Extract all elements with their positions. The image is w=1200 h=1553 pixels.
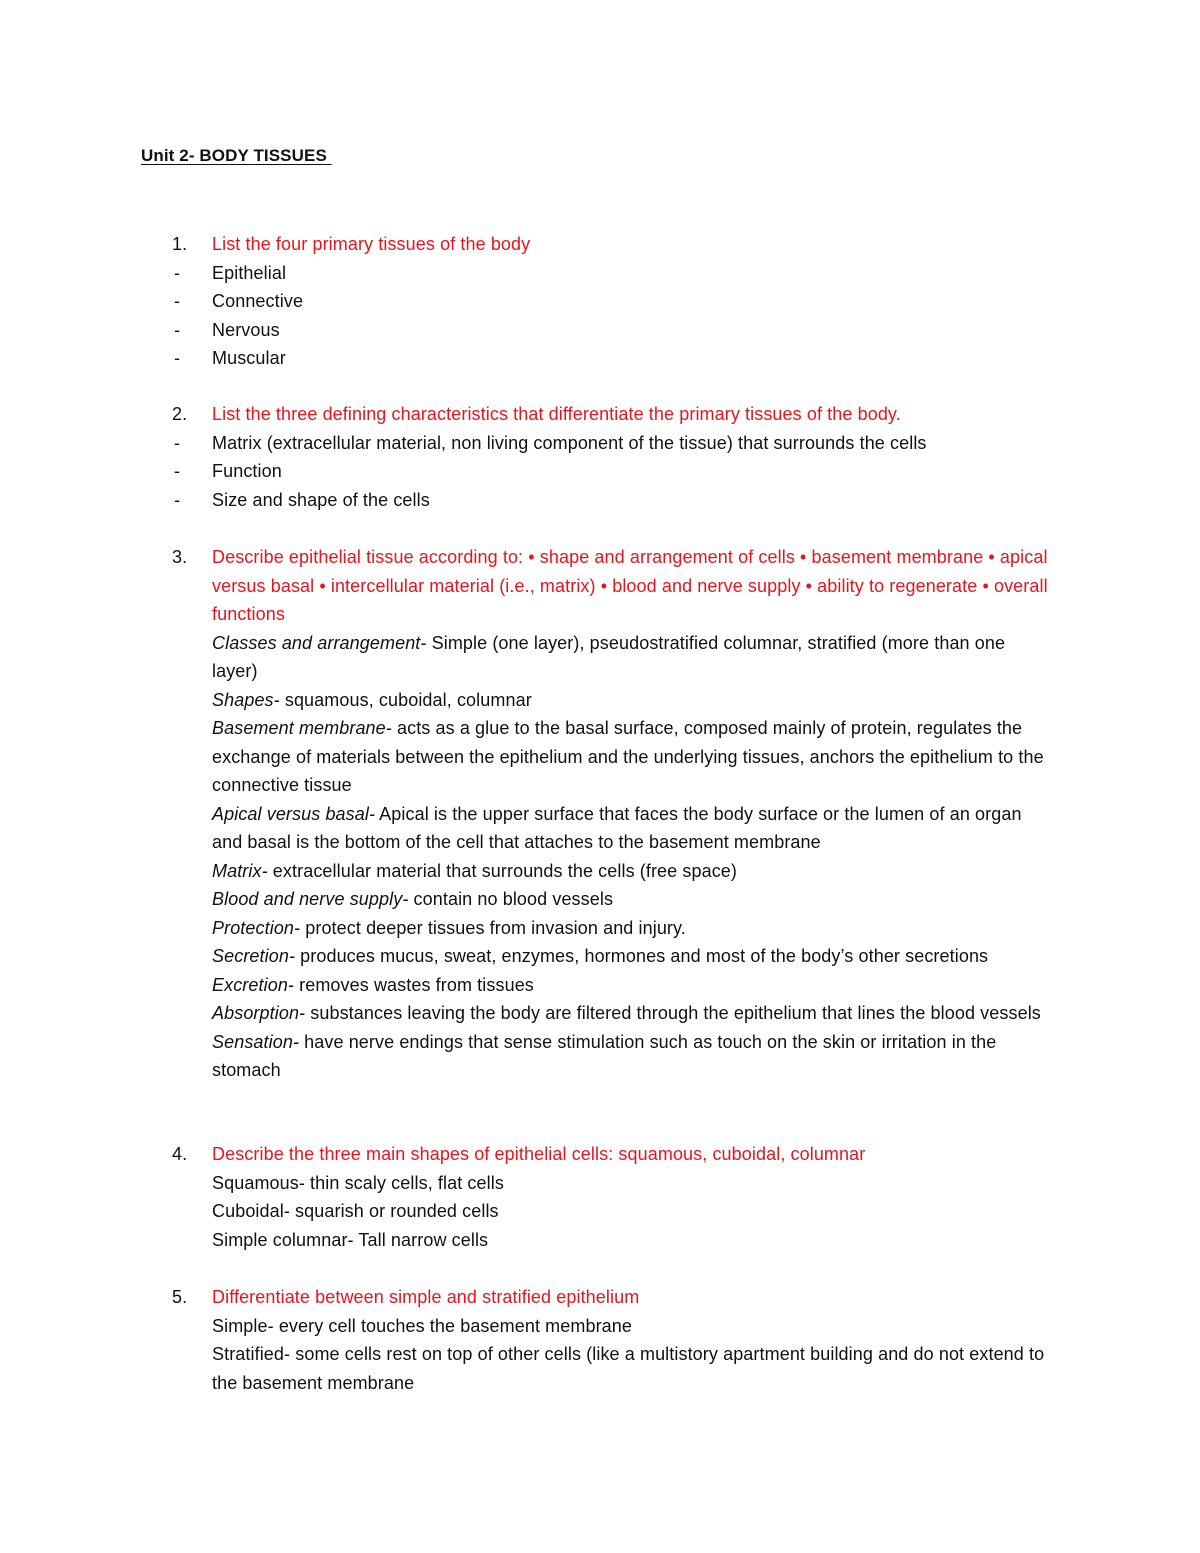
answer-text: Squamous- thin scaly cells, flat cells: [212, 1172, 504, 1193]
answer-entry: [172, 629, 1052, 686]
answer-text: Simple columnar- Tall narrow cells: [212, 1229, 489, 1250]
entry-label: Apical versus basal-: [212, 803, 376, 824]
answer-line: [172, 1312, 1052, 1341]
list-item: [172, 287, 1062, 316]
answer-line: [172, 1169, 1062, 1198]
entry-text: acts as a glue to the basal surface, composed mainly of protein, regulates the exchange of materials between the epithelium and the underlying tissues, anchors the epithelium to the connective tissue: [212, 718, 1044, 795]
question-heading: [172, 230, 1062, 259]
answer-entry: [172, 999, 1052, 1028]
list-item-text: Muscular: [212, 348, 286, 368]
answer-entry: [172, 942, 1052, 971]
question-1: [172, 230, 1062, 373]
entry-text: Simple (one layer), pseudostratified columnar, stratified (more than one layer): [212, 632, 1006, 681]
list-item-text: Function: [212, 461, 282, 481]
bullet-dash: -: [174, 489, 181, 510]
answer-text: Stratified- some cells rest on top of other cells (like a multistory apartment building and do not extend to the basement membrane: [212, 1344, 1045, 1393]
answer-entry: [172, 686, 1052, 715]
answer-entry: [172, 857, 1052, 886]
question-5: [172, 1283, 1052, 1397]
question-text: Describe the three main shapes of epithelial cells: squamous, cuboidal, columnar: [212, 1144, 866, 1164]
list-item: [172, 429, 1062, 458]
answer-entry: [172, 914, 1052, 943]
question-heading: [172, 543, 1052, 629]
bullet-dash: -: [174, 262, 181, 283]
entry-text: substances leaving the body are filtered through the epithelium that lines the blood vessels: [305, 1003, 1041, 1023]
entry-label: Matrix-: [212, 860, 268, 881]
answer-entry: [172, 800, 1052, 857]
question-3: [172, 543, 1052, 1085]
entry-label: Shapes-: [212, 689, 280, 710]
question-2: [172, 400, 1062, 514]
question-number: 5.: [172, 1287, 188, 1307]
list-item: [172, 316, 1062, 345]
bullet-dash: -: [174, 461, 181, 481]
list-item-text: Connective: [212, 291, 304, 311]
entry-text: squamous, cuboidal, columnar: [279, 689, 532, 710]
answer-entry: [172, 971, 1052, 1000]
list-item: [172, 486, 1062, 515]
list-item: [172, 344, 1062, 373]
answer-entry: [172, 1028, 1052, 1085]
question-text: List the three defining characteristics that differentiate the primary tissues of the body.: [212, 404, 901, 424]
entry-text: removes wastes from tissues: [294, 974, 534, 995]
list-item-text: Matrix (extracellular material, non living component of the tissue) that surrounds the cells: [212, 432, 927, 453]
list-item-text: Size and shape of the cells: [212, 489, 430, 510]
answer-text: Simple- every cell touches the basement membrane: [212, 1315, 632, 1336]
entry-text: have nerve endings that sense stimulation such as touch on the skin or irritation in the stomach: [212, 1031, 997, 1080]
entry-label: Classes and arrangement-: [212, 632, 427, 653]
list-item: [172, 457, 1062, 486]
bullet-dash: -: [174, 432, 181, 453]
question-text: List the four primary tissues of the body: [212, 234, 531, 254]
bullet-dash: -: [174, 291, 181, 311]
question-number: 4.: [172, 1144, 188, 1164]
list-item-text: Epithelial: [212, 262, 287, 283]
question-number: 3.: [172, 547, 188, 567]
entry-label: Blood and nerve supply-: [212, 889, 409, 909]
page-title: Unit 2- BODY TISSUES: [141, 146, 332, 165]
entry-label: Secretion-: [212, 946, 296, 966]
bullet-dash: -: [174, 348, 181, 368]
question-text: Describe epithelial tissue according to: • shape and arrangement of cells • basement membrane • apical versus basal • intercellular material (i.e., matrix) • blood and nerve supply • ability to regenerate • overall functions: [212, 547, 1048, 624]
answer-line: [172, 1340, 1052, 1397]
answer-text: Cuboidal- squarish or rounded cells: [212, 1201, 499, 1221]
entry-text: extracellular material that surrounds the cells (free space): [267, 860, 738, 881]
entry-text: produces mucus, sweat, enzymes, hormones and most of the body’s other secretions: [295, 946, 989, 966]
question-heading: [172, 1140, 1062, 1169]
entry-label: Absorption-: [212, 1003, 306, 1023]
bullet-dash: -: [174, 319, 181, 340]
entry-label: Sensation-: [212, 1031, 300, 1052]
answer-line: [172, 1197, 1062, 1226]
question-number: 1.: [172, 234, 188, 254]
entry-label: Basement membrane-: [212, 718, 392, 738]
entry-text: contain no blood vessels: [408, 889, 614, 909]
entry-text: protect deeper tissues from invasion and injury.: [300, 917, 686, 938]
list-item-text: Nervous: [212, 319, 280, 340]
entry-text: Apical is the upper surface that faces the body surface or the lumen of an organ and basal is the bottom of the cell that attaches to the basement membrane: [212, 803, 1022, 852]
question-text: Differentiate between simple and stratified epithelium: [212, 1287, 640, 1307]
list-item: [172, 259, 1062, 288]
question-heading: [172, 400, 1062, 429]
entry-label: Protection-: [212, 917, 301, 938]
question-4: [172, 1140, 1062, 1254]
entry-label: Excretion-: [212, 974, 295, 995]
answer-entry: [172, 885, 1052, 914]
question-number: 2.: [172, 404, 188, 424]
answer-entry: [172, 714, 1052, 800]
question-heading: [172, 1283, 1052, 1312]
answer-line: [172, 1226, 1062, 1255]
